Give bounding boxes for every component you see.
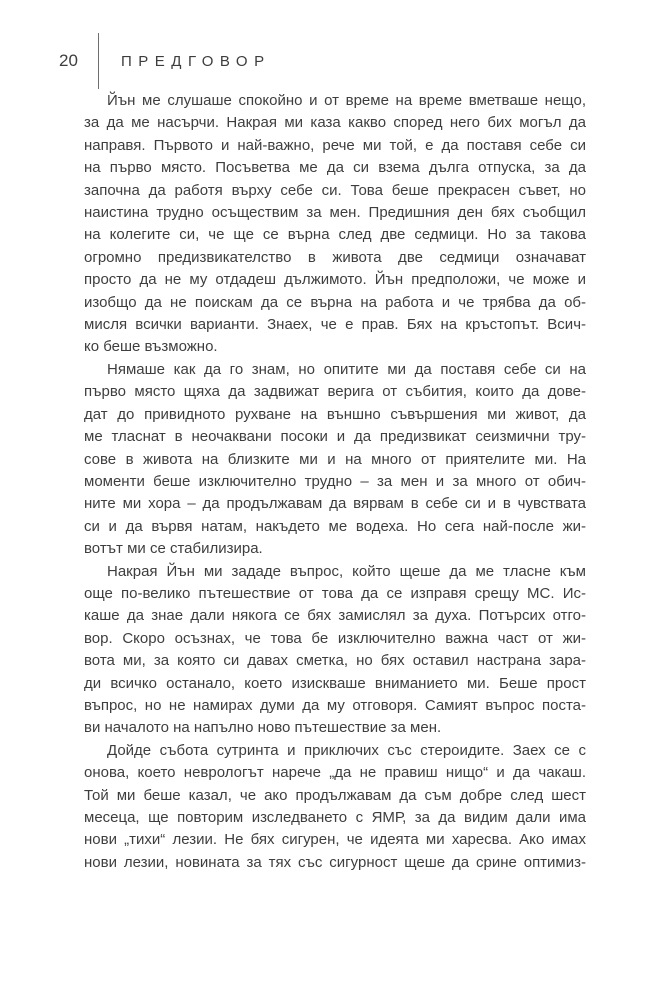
text-line: огромно предизвикателство в живота две седмици означават [84, 248, 586, 266]
text-line: ви началото на напълно ново пътешествие за мен. [84, 719, 442, 737]
paragraph-3 [84, 561, 586, 740]
text-line: нови лезии, новината за тях със сигурност щеше да срине оптимиз- [84, 853, 586, 871]
text-line: ко беше възможно. [84, 338, 218, 356]
page-header [0, 33, 271, 89]
text-line: ме тласнат в неочаквани посоки и да предизвикат сеизмични тру- [84, 428, 586, 446]
chapter-title: ПРЕДГОВОР [121, 52, 271, 70]
text-line: на колегите си, че ще се върна след две седмици. Но за такова [84, 226, 586, 244]
text-line: месеца, ще повторим изследването с ЯМР, за да видим дали има [84, 809, 586, 826]
paragraph-2 [84, 359, 586, 561]
body-text [84, 90, 586, 874]
text-line: първо място щяха да задвижат верига от събития, които да дове- [84, 383, 586, 401]
text-line: вота ми, за която си давах сметка, но бях оставил настрана зара- [84, 652, 586, 670]
text-line: направя. Първото и най-важно, рече ми той, е да поставя себе си [84, 136, 586, 154]
text-line: сове в живота на близките ми и на много от приятелите ми. На [84, 450, 586, 468]
text-line: ди всичко останало, което изискваше вниманието ми. Беше прост [84, 674, 586, 692]
text-line: вор. Скоро осъзнах, че това бе изключително важна част от жи- [84, 629, 586, 647]
text-line: мисля всички варианти. Знаех, че е прав. Бях на кръстопът. Всич- [84, 316, 586, 334]
text-line: Той ми беше казал, че ако продължавам да съм добре след шест [84, 786, 586, 804]
text-line: Йън ме слушаше спокойно и от време на време вметваше нещо, [107, 92, 586, 109]
paragraph-1 [84, 90, 586, 359]
text-line: нови „тихи“ лезии. Не бях сигурен, че идеята ми харесва. Ако имах [84, 831, 586, 849]
header-divider [98, 33, 99, 89]
text-line: Нямаше как да го знам, но опитите ми да поставя себе си на [107, 360, 586, 378]
text-line: още по-велико пътешествие от това да се изправя срещу МС. Ис- [84, 584, 586, 602]
text-line: започна да работя върху себе си. Това беше прекрасен съвет, но [84, 181, 586, 199]
text-line: наистина трудно осъществим за мен. Предишния ден бях съобщил [84, 204, 586, 222]
text-line: на първо място. Посъветва ме да си взема дълга отпуска, за да [84, 159, 586, 177]
text-line: моменти беше изключително трудно – за мен и за много от обич- [84, 472, 586, 490]
text-line: си и да вървя натам, накъдето ме водеха. Но сега най-после жи- [84, 517, 586, 535]
paragraph-4 [84, 740, 586, 874]
text-line: въпрос, но не намирах думи да му отговоря. Самият въпрос поста- [84, 696, 586, 714]
page-number: 20 [59, 51, 78, 70]
text-line: ните ми хора – да продължавам да вярвам в себе си и в чувствата [84, 495, 586, 513]
text-line: изобщо да не поискам да се върна на работа и че трябва да об- [84, 293, 586, 311]
text-line: Дойде събота сутринта и приключих със стероидите. Заех се с [107, 741, 586, 759]
text-line: просто да не му отдадеш дължимото. Йън предположи, че може и [84, 271, 586, 289]
text-line: каше да знае дали някога се бях замислял за духа. Потърсих отго- [84, 607, 586, 625]
text-line: вотът ми се стабилизира. [84, 540, 263, 558]
text-line: за да ме насърчи. Накрая ми каза какво според него бих могъл да [84, 114, 586, 132]
text-line: Накрая Йън ми зададе въпрос, който щеше да ме тласне към [107, 562, 586, 580]
text-line: дат до привидното рухване на външно съвършения ми живот, да [84, 405, 586, 423]
text-line: онова, което неврологът нарече „да не правиш нищо“ и да чакаш. [84, 764, 586, 782]
